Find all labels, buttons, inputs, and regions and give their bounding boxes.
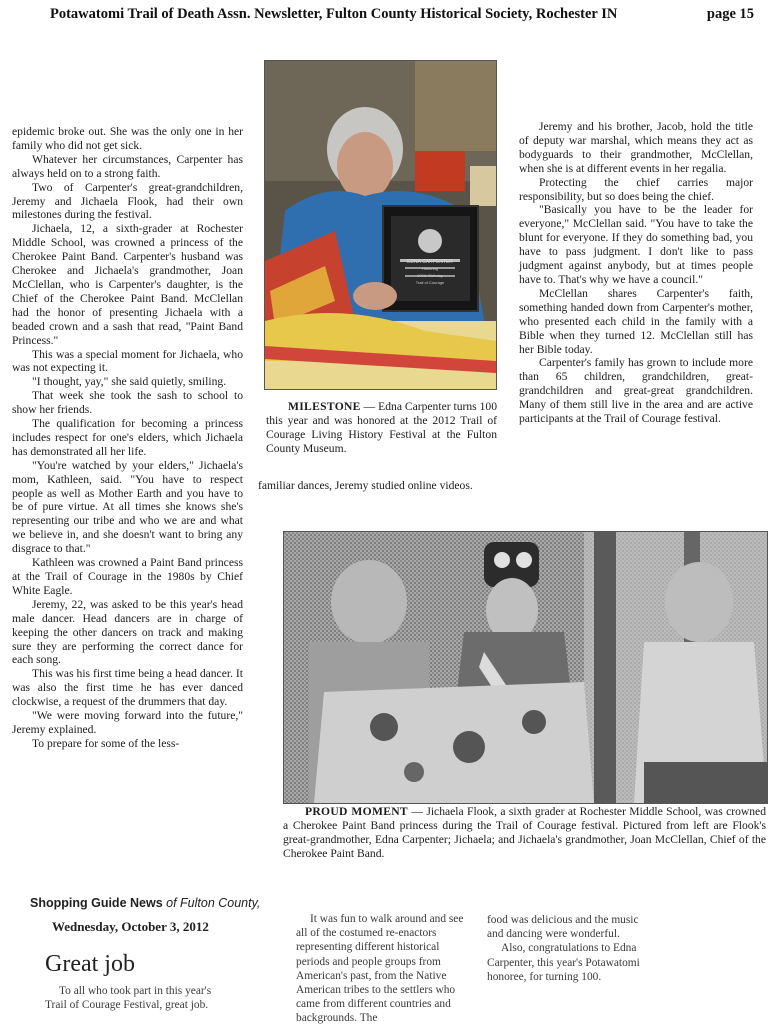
paragraph: "Basically you have to be the leader for everyone," McClellan said. "You have to take the blunt for everyone. If they do something bad, you have to pass judgment. I don't like to pass judgment against anybody, but at times people have to. That's why we have a council." (519, 203, 753, 286)
milestone-photo (264, 60, 497, 390)
publication-region: of Fulton County, (166, 896, 261, 910)
paragraph: "We were moving forward into the future," Jeremy explained. (12, 709, 243, 736)
paragraph: Jeremy and his brother, Jacob, hold the title of deputy war marshal, which means they act as bodyguards to their grandmother, McClellan, when she is at different events in her regalia. (519, 120, 753, 175)
caption-text: Jichaela Flook, a sixth grader at Rochester Middle School, was crowned a Cherokee Paint Band princess during the Trail of Courage festival. Pictured from left are Flook's great-grandmother, Edna Carpenter; Jichaela; and Jichaela's grandmother, Joan McClellan, Chief of the Cherokee Paint Band. (283, 805, 766, 860)
paragraph: Jichaela, 12, a sixth-grader at Rochester Middle School, was crowned a princess of the Cherokee Paint Band. Carpenter's husband was Cherokee and Jichaela's grandmother, Joan McClellan, who is Carpenter's daughter, is the Chief of the Cherokee Paint Band. McClellan had the honor of presenting Jichaela with a beaded crown and a sash that read, "Paint Band Princess." (12, 222, 243, 347)
paragraph: food was delicious and the music and dancing were wonderful. (487, 914, 639, 941)
paragraph: McClellan shares Carpenter's faith, something handed down from Carpenter's mother, who presented each child in the family with a Bible when they turned 12. McClellan still has her Bible today. (519, 286, 753, 356)
page-number: page 15 (706, 6, 754, 22)
newsletter-title: Potawatomi Trail of Death Assn. Newsletter, Fulton County Historical Society, Rochester IN (50, 6, 618, 22)
caption-lead: PROUD MOMENT (305, 805, 408, 818)
paragraph: Two of Carpenter's great-grandchildren, Jeremy and Jichaela Flook, had their own milestones during the festival. (12, 180, 243, 222)
proud-moment-caption: PROUD MOMENT — Jichaela Flook, a sixth grader at Rochester Middle School, was crowned a Cherokee Paint Band princess during the Trail of Courage festival. Pictured from left are Flook's great-grandmother, Edna Carpenter; Jichaela; and Jichaela's grandmother, Joan McClellan, Chief of the Cherokee Paint Band. (283, 805, 766, 860)
elderly-woman-with-plaque-image (265, 61, 496, 389)
milestone-caption: MILESTONE — Edna Carpenter turns 100 this year and was honored at the 2012 Trail of Courage Living History Festival at the Fulton County Museum. (266, 400, 497, 455)
crowning-ceremony-image (284, 532, 767, 803)
paragraph: It was fun to walk around and see all of the costumed re-enactors representing different historical periods and people groups from American's past, from the Native American tribes to the settlers who came from different countries and backgrounds. The (296, 913, 464, 1025)
plaque-text-1: EDNA CARPENTER (407, 259, 453, 265)
caption-text: Edna Carpenter turns 100 this year and was honored at the 2012 Trail of Courage Living History Festival at the Fulton County Museum. (266, 400, 497, 455)
caption-lead: MILESTONE (288, 400, 361, 413)
article-column-right (519, 120, 753, 426)
paragraph: Protecting the chief carries major responsibility, but so does being the chief. (519, 175, 753, 203)
plaque-text-2: 100th Birthday (417, 273, 443, 278)
editorial-column-2 (296, 912, 464, 1026)
paragraph: epidemic broke out. She was the only one in her family who did not get sick. (12, 125, 243, 152)
plaque-text-3: Trail of Courage (415, 280, 445, 285)
paragraph: "You're watched by your elders," Jichaela's mom, Kathleen, said. "You have to respect people as well as Mother Earth and you have to be of pure virtue. At all times she knows she's representing our tribe and who we are and what we believe in, and she doesn't want to bring any disgrace to that." (12, 458, 243, 556)
paragraph: Kathleen was crowned a Paint Band princess at the Trail of Courage in the 1980s by Chief White Eagle. (12, 556, 243, 597)
paragraph: Jeremy, 22, was asked to be this year's head male dancer. Head dancers are in charge of keeping the other dancers on track and making sure they are performing the correct dance for each song. (12, 597, 243, 667)
editorial-column-1 (45, 984, 225, 1012)
paragraph: This was his first time being a head dancer. It was also the first time he has ever danced clockwise, a request of the drummers that day. (12, 667, 243, 709)
article-column-middle-continuation (258, 479, 490, 493)
paragraph: To all who took part in this year's Trail of Courage Festival, great job. (45, 985, 212, 1012)
proud-moment-photo (283, 531, 768, 804)
paragraph: Whatever her circumstances, Carpenter has always held on to a strong faith. (12, 152, 243, 180)
paragraph: That week she took the sash to school to show her friends. (12, 389, 243, 417)
paragraph: Also, congratulations to Edna Carpenter, this year's Potawatomi honoree, for turning 100. (487, 942, 640, 983)
paragraph: This was a special moment for Jichaela, who was not expecting it. (12, 347, 243, 375)
publication-name (30, 896, 270, 910)
publication-date: Wednesday, October 3, 2012 (52, 919, 209, 934)
page-header (14, 6, 754, 28)
plaque-text-0: Honoring (421, 266, 439, 271)
publication-title: Shopping Guide News (30, 896, 163, 910)
paragraph: To prepare for some of the less- (32, 736, 180, 750)
editorial-heading: Great job (45, 951, 135, 977)
editorial-column-3 (487, 913, 657, 984)
paragraph: "I thought, yay," she said quietly, smiling. (32, 375, 227, 389)
paragraph: The qualification for becoming a princess includes respect for one's elders, which Jichaela has demonstrated all her life. (12, 417, 243, 458)
paragraph: Carpenter's family has grown to include more than 65 children, grandchildren, great-grandchildren and great-great grandchildren. Many of them still live in the area and are active participants at the Trail of Courage festival. (519, 356, 753, 426)
article-column-left (12, 125, 243, 877)
paragraph: familiar dances, Jeremy studied online videos. (258, 479, 473, 492)
